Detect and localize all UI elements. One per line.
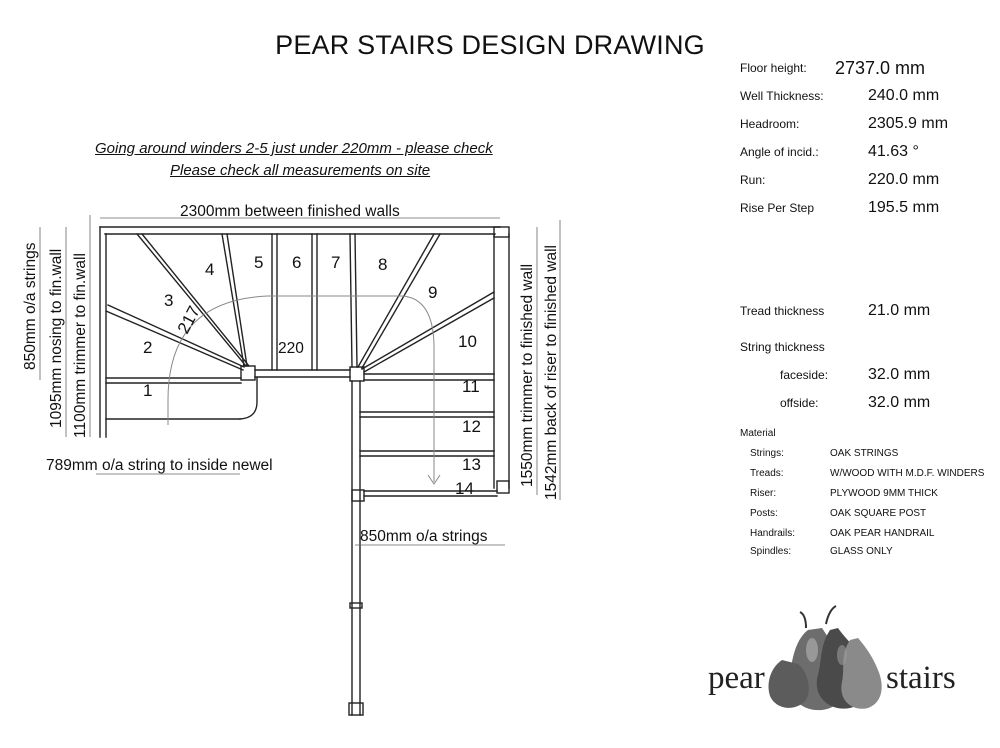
dim-top-width: 2300mm between finished walls (180, 203, 400, 220)
spec-value: 240.0 mm (868, 87, 940, 104)
step-number: 3 (164, 291, 174, 310)
dim-right-riser: 1542mm back of riser to finished wall (543, 244, 560, 500)
faceside-value: 32.0 mm (868, 366, 931, 383)
offside-value: 32.0 mm (868, 394, 931, 411)
step-number: 8 (378, 255, 388, 274)
tread-line-2b (108, 302, 244, 367)
step-number: 14 (455, 479, 474, 498)
material-value: PLYWOOD 9MM THICK (830, 488, 938, 499)
spec-label: Angle of incid.: (740, 145, 819, 159)
step-number: 7 (331, 253, 341, 272)
material-label: Posts: (750, 508, 778, 519)
material-label: Treads: (750, 468, 784, 479)
dim-winder-217: 217 (173, 302, 204, 337)
newel-post-foot (349, 703, 363, 715)
walking-line (168, 296, 434, 482)
material-label: Strings: (750, 448, 784, 459)
logo-word-pear: pear (708, 660, 765, 696)
material-value: GLASS ONLY (830, 546, 893, 557)
post-bottom-right (497, 481, 509, 493)
dim-bottom-strings: 850mm o/a strings (360, 528, 488, 545)
step-number: 5 (254, 253, 264, 272)
step-number: 4 (205, 260, 215, 279)
step-number: 6 (292, 253, 302, 272)
step-number: 10 (458, 332, 477, 351)
step-number: 2 (143, 338, 153, 357)
material-label: Riser: (750, 488, 777, 499)
well-curve (240, 378, 257, 419)
tread-line-7 (350, 234, 352, 367)
dim-inside-newel: 789mm o/a string to inside newel (46, 457, 273, 474)
tread-line-7b (355, 234, 357, 367)
spec-value: 2305.9 mm (868, 115, 949, 132)
spec-value: 41.63 ° (868, 143, 919, 160)
note-check-site: Please check all measurements on site (170, 162, 431, 179)
dim-left-trimmer: 1100mm trimmer to fin.wall (72, 253, 89, 438)
tread-line-8 (358, 234, 434, 367)
material-value: OAK PEAR HANDRAIL (830, 528, 935, 539)
corner-post-top-right (494, 227, 509, 237)
step-number: 1 (143, 381, 153, 400)
string-thickness-label: String thickness (740, 340, 825, 354)
material-value: OAK STRINGS (830, 448, 899, 459)
spec-label: Headroom: (740, 117, 800, 131)
faceside-label: faceside: (780, 368, 829, 382)
offside-label: offside: (780, 396, 819, 410)
tread-line-2 (106, 311, 243, 370)
step-number: 13 (462, 455, 481, 474)
spec-label: Rise Per Step (740, 201, 815, 215)
spec-value: 195.5 mm (868, 199, 940, 216)
page-title: PEAR STAIRS DESIGN DRAWING (275, 30, 705, 60)
spec-label: Run: (740, 173, 766, 187)
material-value: OAK SQUARE POST (830, 508, 927, 519)
dim-left-strings: 850mm o/a strings (22, 242, 39, 370)
tread-line-9 (362, 292, 494, 369)
newel-post-bottom (352, 490, 364, 501)
newel-post-left (241, 366, 255, 380)
note-winders: Going around winders 2-5 just under 220mm - please check (95, 140, 493, 157)
step-number: 9 (428, 283, 438, 302)
step-number: 11 (462, 377, 480, 396)
material-heading: Material (740, 428, 776, 439)
spec-label: Floor height: (740, 61, 807, 75)
spec-label: Well Thickness: (740, 89, 824, 103)
tread-thickness-value: 21.0 mm (868, 302, 931, 319)
material-label: Handrails: (750, 528, 796, 539)
step-number: 12 (462, 417, 481, 436)
tread-thickness-label: Tread thickness (740, 304, 825, 318)
material-value: W/WOOD WITH M.D.F. WINDERS (830, 468, 985, 479)
pear-logo-icon (769, 606, 882, 710)
logo-word-stairs: stairs (886, 660, 956, 696)
dim-right-trimmer: 1550mm trimmer to finished wall (519, 263, 536, 487)
material-label: Spindles: (750, 546, 792, 557)
spec-value: 220.0 mm (868, 171, 940, 188)
dim-left-nosing: 1095mm nosing to fin.wall (48, 248, 65, 428)
dim-winder-220: 220 (278, 340, 304, 357)
spec-value: 2737.0 mm (835, 58, 926, 78)
